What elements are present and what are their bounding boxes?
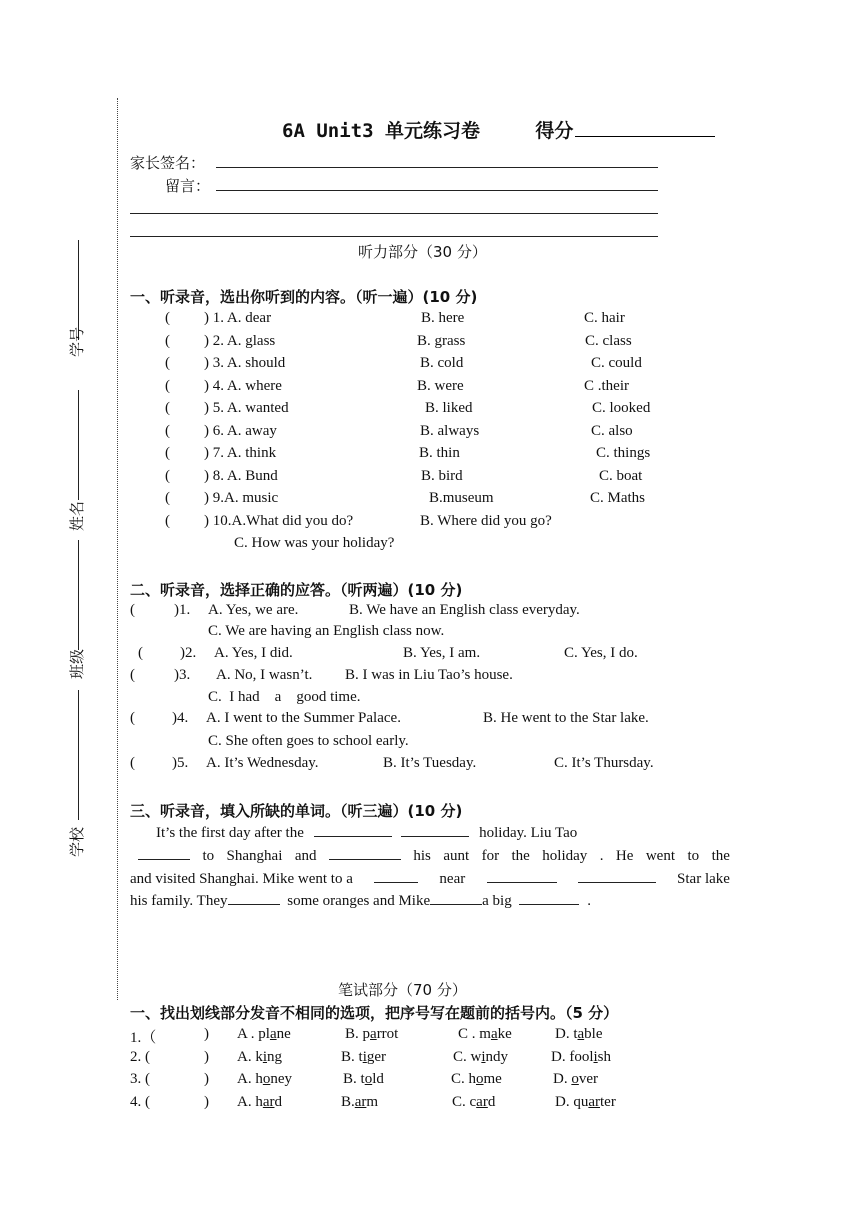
- side-label-xuehao: 学号: [68, 326, 86, 357]
- sec4-option-a: [237, 1094, 282, 1111]
- option-suffix: ter: [600, 1093, 616, 1110]
- option-prefix: C. c: [452, 1093, 477, 1110]
- score-blank[interactable]: [575, 118, 715, 137]
- title-text: 6A Unit3 单元练习卷: [282, 120, 480, 142]
- sec2-q4-c: C. She often goes to school early.: [208, 733, 409, 749]
- option-suffix: ver: [578, 1071, 598, 1087]
- message-line-2[interactable]: [130, 196, 658, 214]
- sec4-option-b: [341, 1049, 386, 1066]
- option-suffix: ke: [497, 1026, 512, 1042]
- option-prefix: B. p: [345, 1026, 371, 1042]
- option-prefix: D.: [553, 1071, 572, 1087]
- sec1-option-a: ) 8. A. Bund: [204, 467, 278, 484]
- sec1-option-b: B. here: [421, 310, 465, 326]
- sec3-blank-3[interactable]: [138, 845, 190, 860]
- underlined-letters: i: [481, 1048, 486, 1065]
- underlined-letters: o: [364, 1071, 373, 1087]
- sec4-question-number: 2. (: [130, 1048, 150, 1065]
- sec2-q4-paren[interactable]: (: [130, 710, 135, 726]
- option-prefix: C. h: [451, 1071, 477, 1087]
- underlined-letters: o: [571, 1071, 579, 1087]
- sec3-text: his family. They: [130, 893, 228, 909]
- option-suffix: me: [483, 1071, 502, 1087]
- sec2-q4-a: A. I went to the Summer Palace.: [206, 710, 401, 726]
- sec1-answer-paren[interactable]: (: [165, 490, 170, 506]
- sec3-text: a big: [482, 893, 512, 909]
- sec3-text: and visited Shanghai. Mike went to a: [130, 871, 353, 887]
- option-suffix: sh: [597, 1048, 612, 1065]
- sec2-q3-num: )3.: [174, 667, 191, 683]
- sec3-word: to: [202, 848, 215, 864]
- underlined-letters: a: [370, 1026, 377, 1042]
- sec1-answer-paren[interactable]: (: [165, 467, 170, 484]
- sec4-option-c: [453, 1049, 508, 1066]
- option-prefix: B. t: [341, 1048, 363, 1065]
- option-suffix: ne: [276, 1026, 291, 1042]
- option-prefix: B. t: [343, 1071, 365, 1087]
- sec1-answer-paren[interactable]: (: [165, 512, 170, 529]
- sec4-option-b: [343, 1071, 384, 1088]
- sec4-option-d: [555, 1026, 603, 1043]
- sec2-q2-c: C. Yes, I do.: [564, 645, 638, 661]
- sec3-blank-8[interactable]: [228, 890, 280, 905]
- sec3-word: and: [294, 848, 317, 864]
- sec1-answer-paren[interactable]: (: [165, 400, 170, 416]
- sec2-q1-paren[interactable]: (: [130, 602, 135, 618]
- sec4-question-number: 4. (: [130, 1093, 150, 1110]
- sec3-word: Shanghai: [226, 848, 283, 864]
- sec1-option-c: C. also: [591, 422, 633, 439]
- option-suffix: ndy: [485, 1048, 509, 1065]
- sec3-blank-6[interactable]: [487, 868, 557, 883]
- side-label-xingming: 姓名: [68, 500, 86, 531]
- option-suffix: ney: [270, 1071, 293, 1087]
- sec4-header: 一、找出划线部分发音不相同的选项，把序号写在题前的括号内。（5 分）: [130, 1004, 619, 1022]
- sec1-answer-paren[interactable]: (: [165, 355, 170, 371]
- sec2-q5-b: B. It’s Tuesday.: [383, 755, 477, 771]
- sec2-q1-b: B. We have an English class everyday.: [349, 602, 580, 618]
- sec1-answer-paren[interactable]: (: [165, 310, 170, 326]
- sec4-answer-paren[interactable]: ): [204, 1026, 209, 1042]
- sec2-q5-a: A. It’s Wednesday.: [206, 755, 319, 771]
- message-line-3[interactable]: [130, 219, 658, 237]
- sec1-option-a: ) 7. A. think: [204, 445, 277, 461]
- sec2-q3-b: B. I was in Liu Tao’s house.: [345, 667, 513, 683]
- sec4-question-number: 3. (: [130, 1071, 150, 1087]
- sec1-option-c: C. could: [591, 355, 642, 371]
- sec4-option-d: [553, 1071, 598, 1088]
- sec2-q5-num: )5.: [172, 755, 189, 771]
- sec1-option-c: C. Maths: [590, 490, 646, 506]
- sec4-option-c: [451, 1071, 502, 1088]
- sec1-answer-paren[interactable]: (: [165, 422, 170, 439]
- parent-signature-label: 家长签名：: [130, 154, 206, 172]
- sec1-option-a: ) 1. A. dear: [204, 310, 272, 326]
- underlined-letters: ar: [588, 1093, 600, 1110]
- sec1-option-a: ) 4. A. where: [204, 377, 282, 394]
- option-prefix: B.: [341, 1093, 355, 1110]
- underlined-letters: o: [262, 1071, 271, 1087]
- sec2-header: 二、听录音，选择正确的应答。（听两遍）(10 分): [130, 581, 463, 599]
- sec1-option-c: C. things: [596, 445, 651, 461]
- option-suffix: rrot: [376, 1026, 399, 1042]
- score-label: 得分: [535, 120, 574, 142]
- sec1-option-b: B. bird: [421, 467, 463, 484]
- sec3-word: for: [481, 848, 500, 864]
- underlined-letters: ar: [476, 1093, 488, 1110]
- option-suffix: ld: [372, 1071, 384, 1087]
- sec1-option-b: B. grass: [417, 332, 466, 349]
- sec1-answer-paren[interactable]: (: [165, 377, 170, 394]
- sec3-header: 三、听录音，填入所缺的单词。（听三遍）(10 分): [130, 802, 463, 820]
- option-suffix: d: [487, 1093, 496, 1110]
- sec2-q5-c: C. It’s Thursday.: [554, 755, 654, 771]
- sec3-word: the: [711, 848, 730, 864]
- option-prefix: A. h: [237, 1093, 263, 1110]
- underlined-letters: i: [262, 1048, 268, 1065]
- option-prefix: C . m: [458, 1026, 491, 1042]
- written-title: 笔试部分（70 分）: [338, 981, 467, 999]
- sec2-q2-paren[interactable]: (: [138, 645, 143, 661]
- side-line-banji: [78, 540, 79, 650]
- message-label: 留言：: [165, 177, 211, 195]
- underlined-letters: ar: [354, 1093, 367, 1110]
- sec1-option-a: ) 3. A. should: [204, 355, 286, 371]
- sec4-option-d: [555, 1094, 616, 1111]
- sec2-q4-num: )4.: [172, 710, 189, 726]
- sec3-word: holiday: [542, 848, 588, 864]
- sec1-option-c: C. looked: [592, 400, 651, 416]
- sec1-option-a: ) 6. A. away: [204, 422, 277, 439]
- sec4-answer-paren[interactable]: ): [204, 1048, 209, 1065]
- sec1-option-b: B. cold: [420, 355, 464, 371]
- underlined-letters: ar: [262, 1093, 275, 1110]
- sec2-q3-a: A. No, I wasn’t.: [216, 667, 313, 683]
- page-title: [282, 116, 715, 143]
- option-suffix: ger: [366, 1048, 387, 1065]
- sec3-blank-10[interactable]: [519, 890, 579, 905]
- sec3-blank-5[interactable]: [374, 868, 418, 883]
- sec1-option-a: ) 9.A. music: [204, 490, 279, 506]
- sec1-option-c: C. boat: [599, 467, 643, 484]
- sec3-word: He: [615, 848, 634, 864]
- sec4-option-c: [452, 1094, 495, 1111]
- underlined-letters: a: [269, 1026, 277, 1042]
- side-label-banji: 班级: [68, 648, 86, 679]
- sec2-q5-paren[interactable]: (: [130, 755, 135, 771]
- sec4-question-number: 1.（: [130, 1030, 157, 1046]
- side-label-xuexiao: 学校: [68, 826, 86, 857]
- sec1-option-b: B. thin: [419, 445, 460, 461]
- option-prefix: C. w: [453, 1048, 482, 1065]
- sec1-option-b: B. were: [417, 377, 464, 394]
- option-prefix: D. qu: [555, 1093, 589, 1110]
- sec3-text: some oranges and Mike: [287, 893, 431, 909]
- sec3-word: .: [599, 848, 604, 864]
- underlined-letters: a: [577, 1026, 585, 1042]
- option-prefix: A. k: [237, 1048, 263, 1065]
- side-line-xingming: [78, 390, 79, 500]
- sec2-q1-a: A. Yes, we are.: [208, 602, 299, 618]
- option-suffix: d: [274, 1093, 282, 1110]
- sec4-option-a: [237, 1071, 292, 1088]
- sec4-answer-paren[interactable]: ): [204, 1093, 209, 1110]
- message-line-1[interactable]: [216, 173, 658, 191]
- sec3-blank-9[interactable]: [430, 890, 482, 905]
- option-prefix: D. fool: [551, 1048, 594, 1065]
- option-prefix: A. h: [237, 1071, 263, 1087]
- sec4-option-d: [551, 1049, 611, 1066]
- sec1-option-c: C. class: [585, 332, 632, 349]
- sec3-text: It’s the first day after the: [156, 825, 304, 841]
- sec1-option-a: ) 2. A. glass: [204, 332, 276, 349]
- sec2-q2-b: B. Yes, I am.: [403, 645, 481, 661]
- sec2-q2-num: )2.: [180, 645, 197, 661]
- sec3-line2: [138, 845, 730, 865]
- underlined-letters: o: [476, 1071, 484, 1087]
- sec3-blank-2[interactable]: [401, 822, 469, 837]
- sec1-answer-paren[interactable]: (: [165, 332, 170, 349]
- sec3-text: near: [439, 871, 466, 887]
- underlined-letters: a: [490, 1026, 498, 1042]
- sec2-q4-b: B. He went to the Star lake.: [483, 710, 649, 726]
- sec3-text: .: [587, 893, 591, 909]
- sec1-option-b: B. Where did you go?: [420, 512, 552, 529]
- sec1-answer-paren[interactable]: (: [165, 445, 170, 461]
- option-prefix: A . pl: [237, 1026, 270, 1042]
- sec1-option-b: B. always: [420, 422, 480, 439]
- sec2-q3-paren[interactable]: (: [130, 667, 135, 683]
- option-suffix: ng: [267, 1048, 283, 1065]
- underlined-letters: i: [362, 1048, 367, 1065]
- sec2-q3-c: C. I had a good time.: [208, 689, 361, 705]
- sec3-line4: [130, 890, 591, 910]
- sec4-option-b: [345, 1026, 398, 1043]
- sec3-word: his: [413, 848, 431, 864]
- sec1-option-c: C .their: [584, 377, 629, 394]
- sec4-answer-paren[interactable]: ): [204, 1071, 209, 1087]
- sec4-option-a: [237, 1026, 291, 1043]
- sec3-text: Star lake: [677, 871, 730, 887]
- sec2-q1-c: C. We are having an English class now.: [208, 623, 445, 639]
- sec3-word: to: [687, 848, 700, 864]
- sec3-line1: [156, 822, 577, 842]
- sec1-header: 一、听录音，选出你听到的内容。（听一遍）(10 分): [130, 288, 478, 306]
- sec1-option-a: ) 5. A. wanted: [204, 400, 289, 416]
- sec2-q2-a: A. Yes, I did.: [214, 645, 293, 661]
- sec1-option-b: B. liked: [425, 400, 473, 416]
- option-prefix: D. t: [555, 1026, 578, 1042]
- option-suffix: m: [366, 1093, 379, 1110]
- parent-signature-line[interactable]: [216, 150, 658, 168]
- sec3-word: aunt: [443, 848, 470, 864]
- side-line-xuehao: [78, 240, 79, 340]
- sec3-blank-7[interactable]: [578, 868, 656, 883]
- sec3-word: the: [511, 848, 530, 864]
- sec3-text: holiday. Liu Tao: [479, 825, 578, 841]
- sec3-blank-1[interactable]: [314, 822, 392, 837]
- underlined-letters: i: [593, 1048, 598, 1065]
- sec4-option-a: [237, 1049, 282, 1066]
- sec4-option-c: [458, 1026, 512, 1043]
- sec1-option-b: B.museum: [429, 490, 494, 506]
- sec2-q1-num: )1.: [174, 602, 191, 618]
- sec3-word: went: [645, 848, 676, 864]
- sec3-line3: [130, 868, 730, 888]
- sec1-option-c: C. How was your holiday?: [234, 535, 395, 551]
- sec1-option-c: C. hair: [584, 310, 625, 326]
- option-suffix: ble: [584, 1026, 603, 1042]
- sec1-option-a: ) 10.A.What did you do?: [204, 512, 354, 529]
- binding-dotted-line: [117, 98, 118, 1000]
- sec4-option-b: [341, 1094, 378, 1111]
- side-line-xuexiao: [78, 690, 79, 820]
- listening-title: 听力部分（30 分）: [358, 243, 487, 261]
- sec3-blank-4[interactable]: [329, 845, 401, 860]
